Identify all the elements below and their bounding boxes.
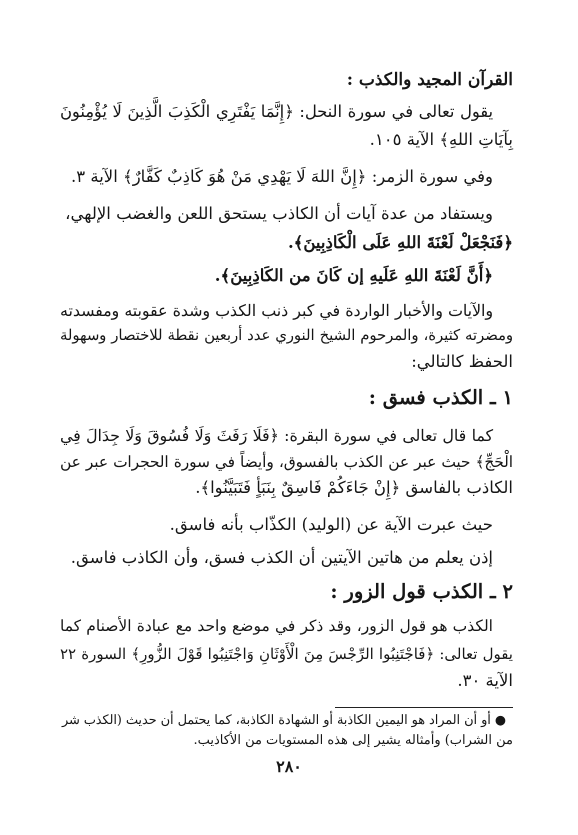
section-title-2: ٢ ـ الكذب قول الزور : [330,580,513,603]
paragraph-line: الكذب هو قول الزور، وقد ذكر في موضع واحد مع عبادة الأصنام كما [60,617,493,635]
section-title-1: ١ ـ الكذب فسق : [368,386,513,409]
paragraph-line: وفي سورة الزمر: ﴿إِنَّ اللهَ لَا يَهْدِي مَنْ هُوَ كَاذِبٌ كَفَّارٌ﴾ الآية ٣. [70,167,493,186]
page-number: ٢٨٠ [276,757,302,776]
quran-verse-line: ﴿أَنَّ لَعْنَةَ اللهِ عَلَيهِ إن كَانَ من الكَاذِبِينَ﴾. [214,266,493,285]
paragraph-line: والآيات والأخبار الواردة في كبر ذنب الكذب وشدة عقوبته ومفسدته [60,301,493,320]
quran-verse-line: ﴿فَنَجْعَلْ لَعْنَةَ اللهِ عَلَى الْكَاذِبِينَ﴾. [287,233,513,252]
paragraph-line: الكاذب بالفاسق ﴿إِنْ جَاءَكُمْ فَاسِقٌ بِنَبَأٍ فَتَبَيَّنُوا﴾. [195,478,513,497]
paragraph-line: يقول تعالى في سورة النحل: ﴿إِنَّمَا يَفْتَرِي الْكَذِبَ الَّذِينَ لَا يُؤْمِنُونَ [60,102,493,121]
paragraph-line: الآية ٣٠. [457,671,513,690]
paragraph-line: ومضرته كثيرة، والمرحوم الشيخ النوري عدد أربعين نقطة للاختصار وسهولة [60,327,513,344]
paragraph-line: الحفظ كالتالي: [411,352,513,371]
paragraph-line: يقول تعالى: ﴿فَاجْتَنِبُوا الرِّجْسَ مِنَ الْأَوْثَانِ وَاجْتَنِبُوا قَوْلَ الزُّورِ﴾ السورة ٢٢ [60,645,513,663]
paragraph-line: إذن يعلم من هاتين الآيتين أن الكذب فسق، وأن الكاذب فاسق. [70,548,493,567]
paragraph-line: حيث عبرت الآية عن (الوليد) الكذّاب بأنه فاسق. [169,515,493,534]
section-heading: القرآن المجيد والكذب : [346,70,513,90]
footnote-divider [335,707,513,708]
paragraph-line: ويستفاد من عدة آيات أن الكاذب يستحق اللعن والغضب الإلهي، [65,204,493,223]
paragraph-line: الْحَجِّ﴾ حيث عبر عن الكذب بالفسوق، وأيضاً في سورة الحجرات عبر عن [60,453,513,471]
footnote-line: ● أو أن المراد هو اليمين الكاذبة أو الشهادة الكاذبة، كما يحتمل أن حديث (الكذب شر [61,713,506,728]
footnote-line: من الشراب) وأمثاله يشير إلى هذه المستويات من الأكاذيب. [193,733,513,748]
paragraph-line: كما قال تعالى في سورة البقرة: ﴿فَلَا رَفَثَ وَلَا فُسُوقَ وَلَا جِدَالَ فِي [60,426,493,445]
paragraph-line: بِآيَاتِ اللهِ﴾ الآية ١٠٥. [369,130,513,149]
